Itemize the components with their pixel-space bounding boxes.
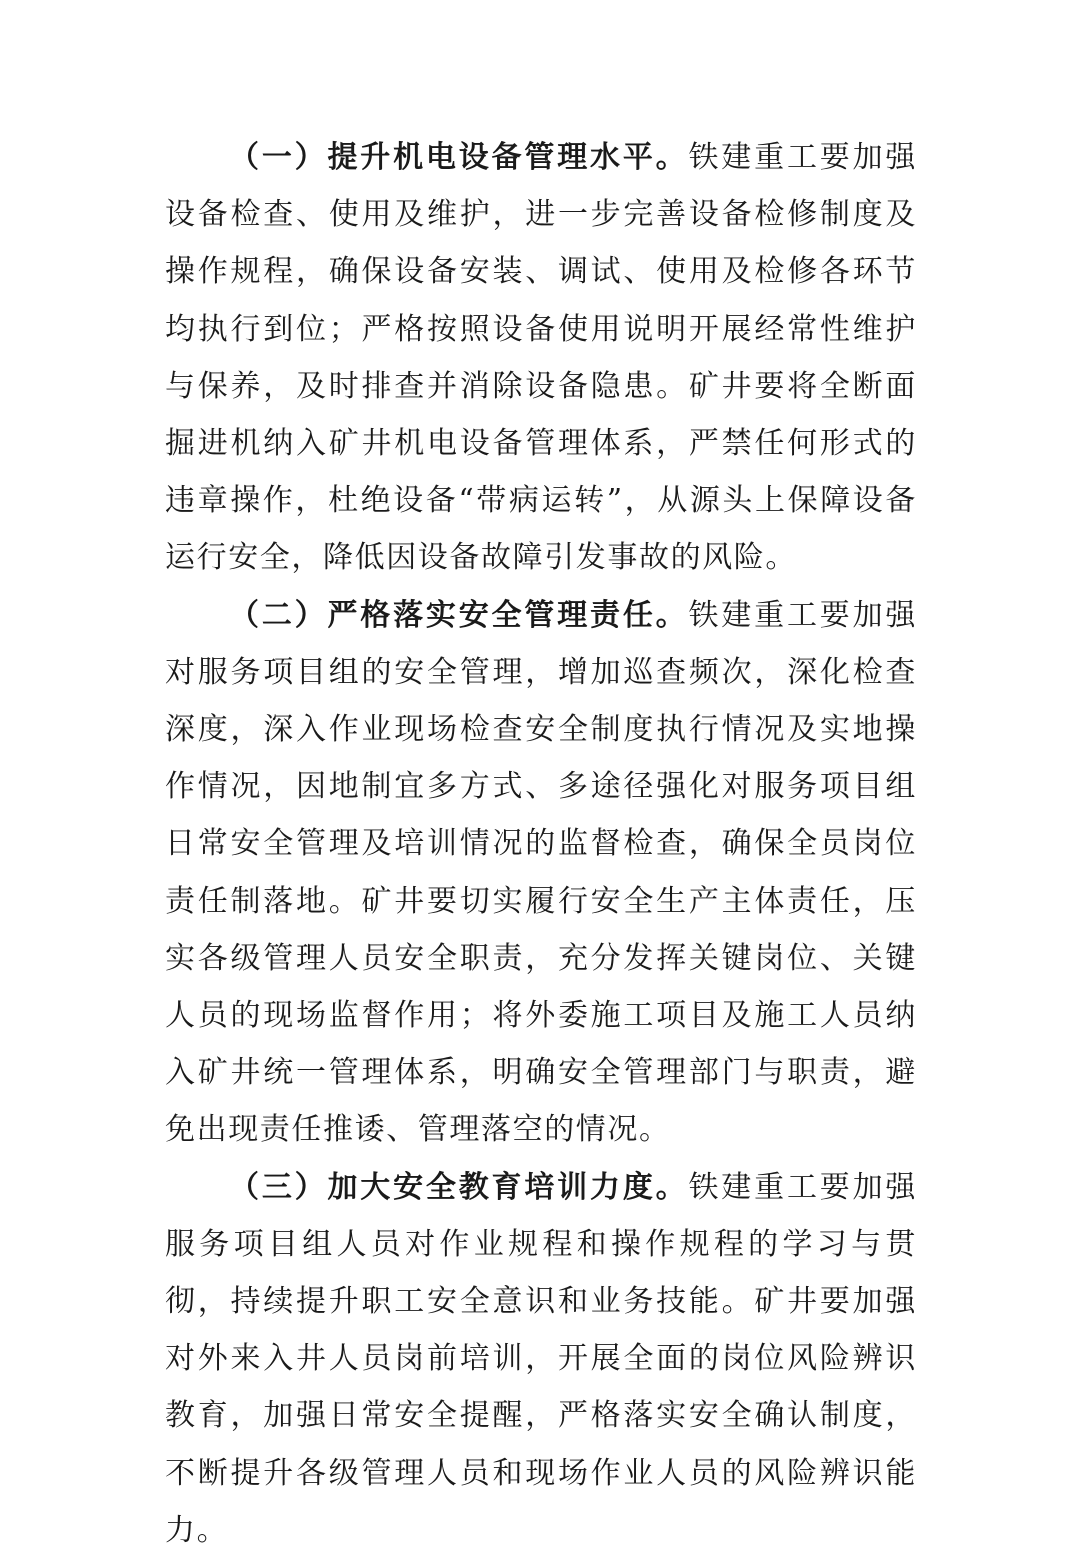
paragraph-1 bbox=[165, 129, 917, 587]
paragraph-2-text: 铁建重工要加强对服务项目组的安全管理，增加巡查频次，深化检查深度，深入作业现场检查安全制度执行情况及实地操作情况，因地制宜多方式、多途径强化对服务项目组日常安全管理及培训情况的监督检查，确保全员岗位责任制落地。矿井要切实履行安全生产主体责任，压实各级管理人员安全职责，充分发挥关键岗位、关键人员的现场监督作用；将外委施工项目及施工人员纳入矿井统一管理体系，明确安全管理部门与职责，避免出现责任推诿、管理落空的情况。 bbox=[165, 597, 918, 1148]
document-body bbox=[165, 129, 917, 1559]
paragraph-3-text: 铁建重工要加强服务项目组人员对作业规程和操作规程的学习与贯彻，持续提升职工安全意识和业务技能。矿井要加强对外来入井人员岗前培训，开展全面的岗位风险辨识教育，加强日常安全提醒，严格落实安全确认制度，不断提升各级管理人员和现场作业人员的风险辨识能力。 bbox=[165, 1169, 918, 1548]
paragraph-2-heading: （二）严格落实安全管理责任。 bbox=[229, 597, 689, 633]
paragraph-3 bbox=[165, 1159, 917, 1559]
paragraph-1-text: 铁建重工要加强设备检查、使用及维护，进一步完善设备检修制度及操作规程，确保设备安装、调试、使用及检修各环节均执行到位；严格按照设备使用说明开展经常性维护与保养，及时排查并消除设备隐患。矿井要将全断面掘进机纳入矿井机电设备管理体系，严禁任何形式的违章操作，杜绝设备“带病运转”，从源头上保障设备运行安全，降低因设备故障引发事故的风险。 bbox=[165, 140, 918, 576]
paragraph-1-heading: （一）提升机电设备管理水平。 bbox=[229, 140, 689, 175]
paragraph-2 bbox=[165, 587, 917, 1159]
paragraph-3-heading: （三）加大安全教育培训力度。 bbox=[229, 1169, 689, 1205]
